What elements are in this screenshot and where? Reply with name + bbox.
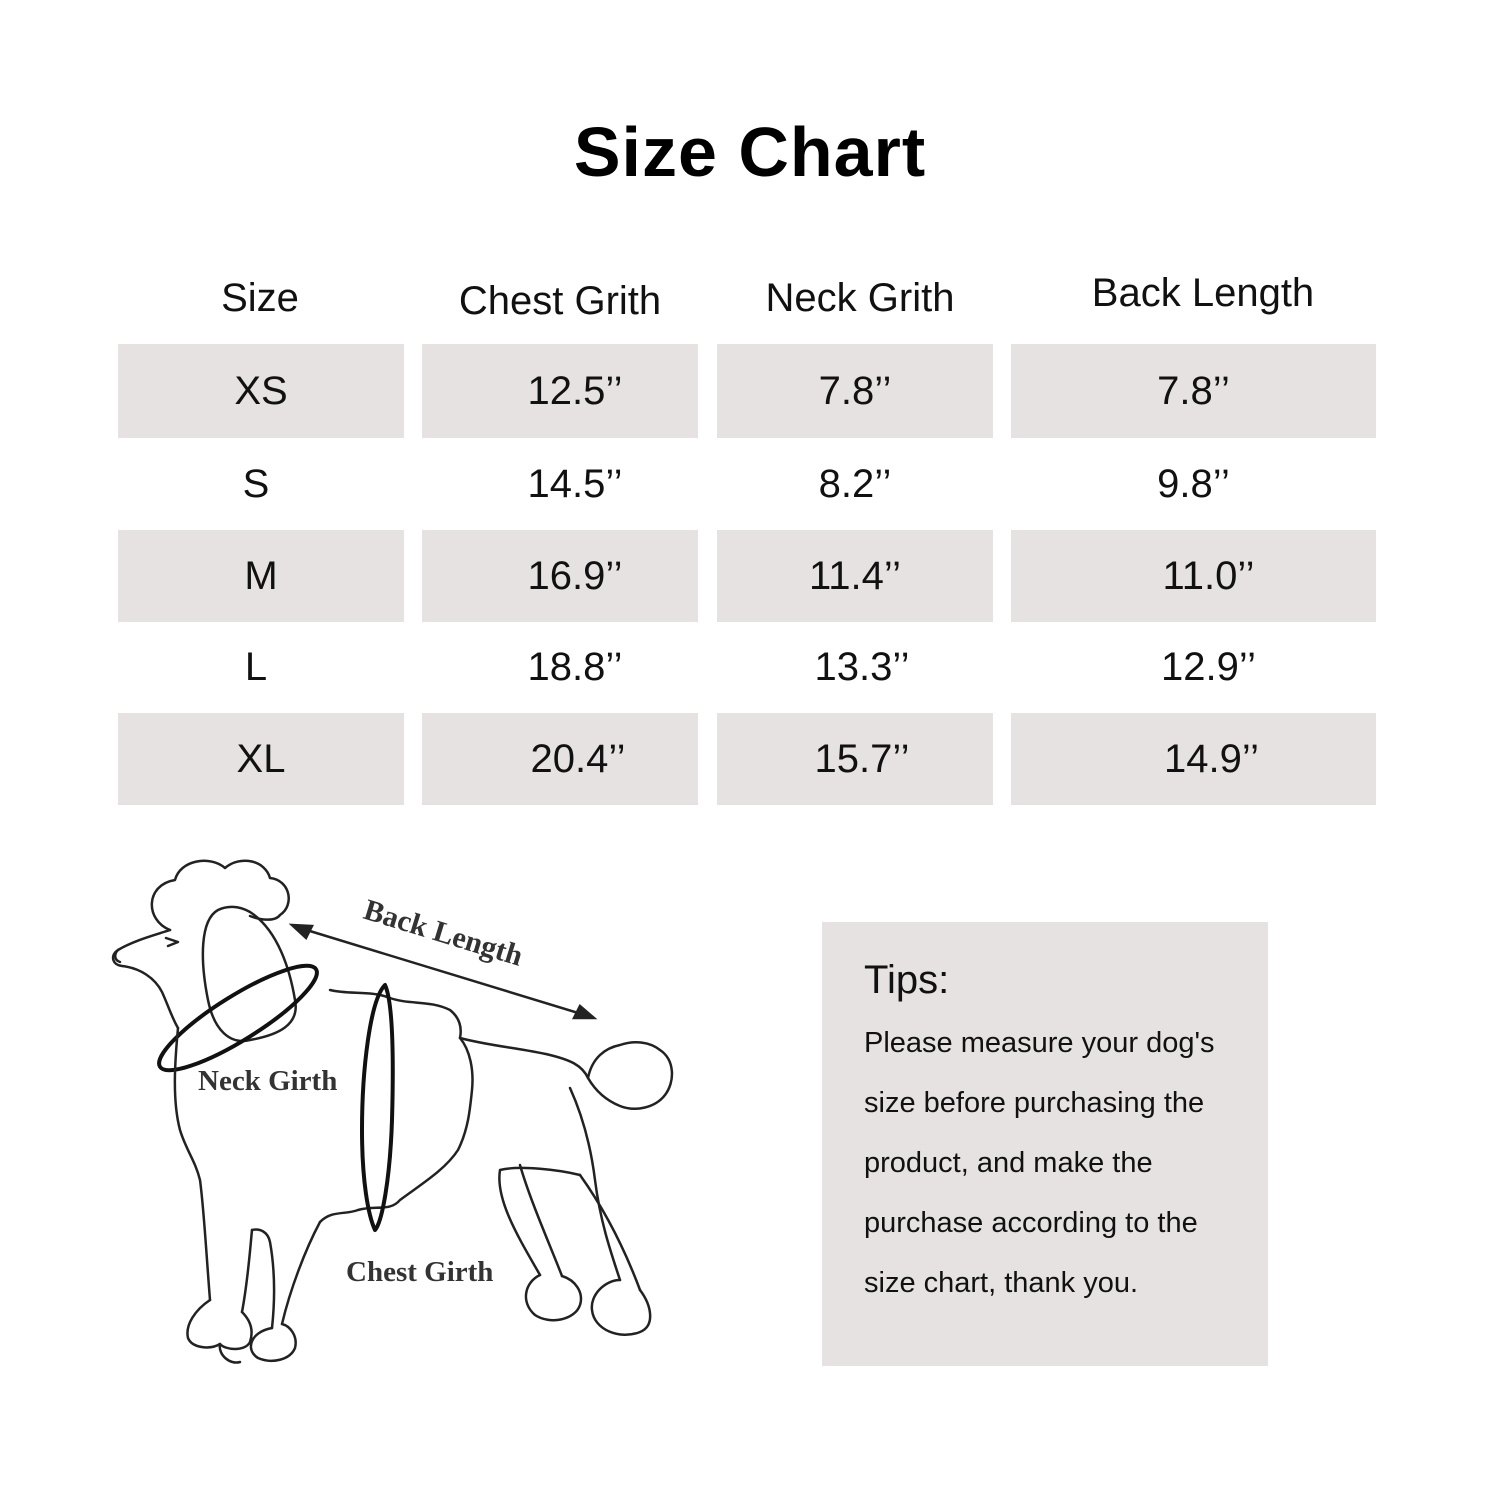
- table-cell-chest: 20.4’’: [422, 713, 698, 805]
- header-chest-girth: Chest Grith: [458, 279, 662, 323]
- table-cell-back: 14.9’’: [1011, 713, 1376, 805]
- back-length-label: Back Length: [359, 893, 527, 973]
- table-cell-back: 11.0’’: [1011, 530, 1376, 622]
- tips-line: product, and make the: [864, 1147, 1153, 1179]
- tips-line: Please measure your dog's: [864, 1027, 1215, 1059]
- poodle-illustration: [100, 850, 700, 1390]
- table-cell-neck: 11.4’’: [717, 530, 993, 622]
- tips-line: size before purchasing the: [864, 1087, 1205, 1119]
- chest-girth-label: Chest Girth: [346, 1256, 494, 1288]
- table-cell-neck: 13.3’’: [814, 644, 910, 689]
- tips-title: Tips:: [864, 958, 950, 1002]
- neck-girth-label: Neck Girth: [198, 1065, 338, 1097]
- table-cell-back: 9.8’’: [1157, 461, 1230, 506]
- table-cell-neck: 15.7’’: [717, 713, 993, 805]
- table-cell-size: S: [242, 461, 270, 506]
- table-cell-back: 12.9’’: [1161, 644, 1256, 689]
- header-neck-girth: Neck Grith: [765, 276, 955, 320]
- table-cell-size: XS: [118, 344, 404, 438]
- table-cell-chest: 18.8’’: [527, 644, 623, 689]
- dog-measurement-diagram: [100, 850, 700, 1390]
- page-title: Size Chart: [573, 113, 927, 191]
- table-cell-chest: 12.5’’: [422, 344, 698, 438]
- table-cell-size: XL: [118, 713, 404, 805]
- table-cell-neck: 8.2’’: [818, 461, 892, 506]
- table-cell-size: L: [244, 644, 268, 689]
- table-cell-back: 7.8’’: [1011, 344, 1376, 438]
- header-back-length: Back Length: [1091, 271, 1315, 315]
- tips-body: [864, 1013, 1248, 1313]
- tips-box: [822, 922, 1268, 1366]
- table-cell-size: M: [118, 530, 404, 622]
- tips-line: purchase according to the: [864, 1207, 1198, 1239]
- tips-line: size chart, thank you.: [864, 1267, 1139, 1299]
- header-size: Size: [221, 276, 299, 320]
- table-cell-chest: 16.9’’: [422, 530, 698, 622]
- table-cell-neck: 7.8’’: [717, 344, 993, 438]
- table-cell-chest: 14.5’’: [527, 461, 623, 506]
